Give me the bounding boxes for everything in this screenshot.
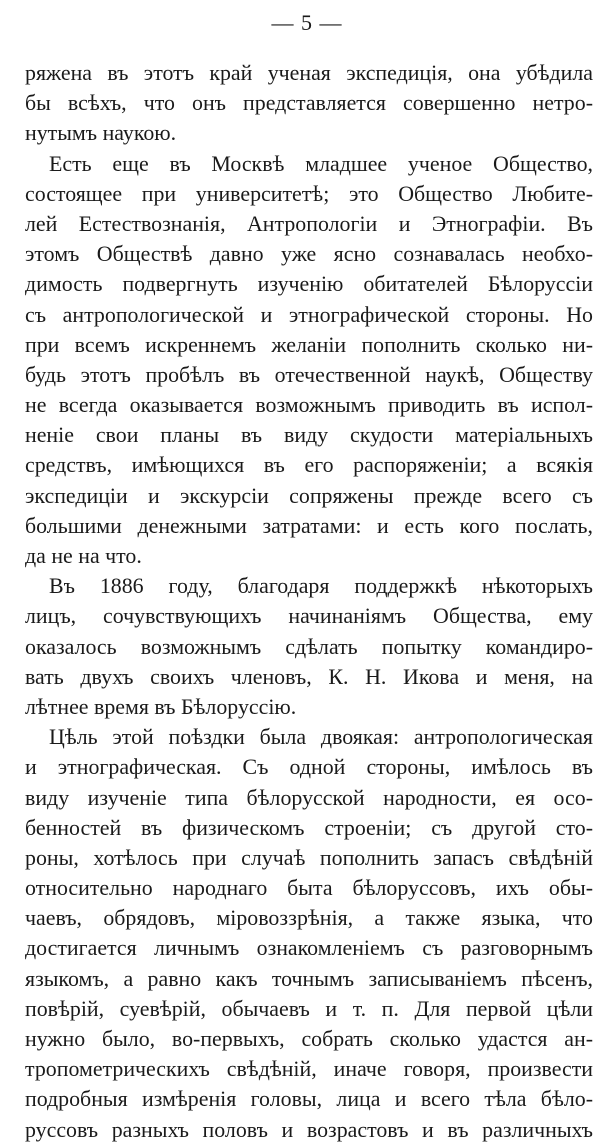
text-line: бы всѣхъ, что онъ представляется совершенно нетро- xyxy=(25,90,593,116)
text-line: Есть еще въ Москвѣ младшее ученое Общество, xyxy=(49,150,593,176)
text-line: средствъ, имѣющихся въ его распоряженіи; а всякія xyxy=(25,452,593,478)
page-number: — 5 — xyxy=(271,10,343,35)
text-line: при всемъ искреннемъ желаніи пополнить сколько ни- xyxy=(25,331,593,357)
text-line: языкомъ, а равно какъ точнымъ записываніемъ пѣсенъ, xyxy=(25,965,593,991)
text-line: относительно народнаго быта бѣлоруссовъ, ихъ обы- xyxy=(25,875,593,901)
text-line: чаевъ, обрядовъ, міровоззрѣнія, а также языка, что xyxy=(25,905,593,931)
text-line: съ антропологической и этнографической стороны. Но xyxy=(25,301,593,327)
text-line: будь этотъ пробѣлъ въ отечественной наукѣ, Обществу xyxy=(25,361,593,387)
text-line: лицъ, сочувствующихъ начинаніямъ Общества, ему xyxy=(25,603,593,629)
text-line: оказалось возможнымъ сдѣлать попытку командиро- xyxy=(25,633,593,659)
text-line: нутымъ наукою. xyxy=(25,120,177,146)
text-line: лей Естествознанія, Антропологіи и Этнографіи. Въ xyxy=(25,210,593,236)
text-line: Цѣль этой поѣздки была двоякая: антропологическая xyxy=(49,724,593,750)
text-line: этомъ Обществѣ давно уже ясно сознавалась необхо- xyxy=(25,241,593,267)
text-line: нужно было, во-первыхъ, собрать сколько удастся ан- xyxy=(25,1026,593,1051)
text-line: экспедиціи и экскурсіи сопряжены прежде всего съ xyxy=(25,482,593,508)
text-line: вать двухъ своихъ членовъ, К. Н. Икова и меня, на xyxy=(25,663,593,689)
text-line: подробныя измѣренія головы, лица и всего тѣла бѣло- xyxy=(25,1086,593,1112)
text-line: неніе свои планы въ виду скудости матеріальныхъ xyxy=(25,422,593,448)
text-line: бенностей въ физическомъ строеніи; съ другой сто- xyxy=(25,814,593,840)
text-line: и этнографическая. Съ одной стороны, имѣлось въ xyxy=(25,754,593,780)
paragraph-3 xyxy=(25,571,593,722)
paragraph-4 xyxy=(25,722,593,1145)
text-line: ряжена въ этотъ край ученая экспедиція, она убѣдила xyxy=(25,60,593,85)
text-line: достигается личнымъ ознакомленіемъ съ разговорнымъ xyxy=(25,935,593,961)
text-line: лѣтнее время въ Бѣлоруссію. xyxy=(25,693,297,719)
paragraph-2 xyxy=(25,149,593,572)
page-body xyxy=(25,58,593,1145)
text-line: тропометрическихъ свѣдѣній, иначе говоря, произвести xyxy=(25,1056,593,1082)
text-line: виду изученіе типа бѣлорусской народности, ея осо- xyxy=(25,784,593,810)
text-line: большими денежными затратами: и есть кого послать, xyxy=(25,512,593,538)
paragraph-1 xyxy=(25,58,593,149)
text-line: димость подвергнуть изученію обитателей Бѣлоруссіи xyxy=(25,271,593,297)
text-line: да не на что. xyxy=(25,543,142,568)
text-line: не всегда оказывается возможнымъ приводить въ испол- xyxy=(25,392,593,418)
text-line: руссовъ разныхъ половъ и возрастовъ и въ различныхъ xyxy=(25,1116,593,1142)
text-line: повѣрій, суевѣрій, обычаевъ и т. п. Для первой цѣли xyxy=(25,995,593,1021)
text-line: Въ 1886 году, благодаря поддержкѣ нѣкоторыхъ xyxy=(49,573,593,599)
text-line: роны, хотѣлось при случаѣ пополнить запасъ свѣдѣній xyxy=(25,844,593,870)
text-line: состоящее при университетѣ; это Общество Любите- xyxy=(25,180,593,206)
